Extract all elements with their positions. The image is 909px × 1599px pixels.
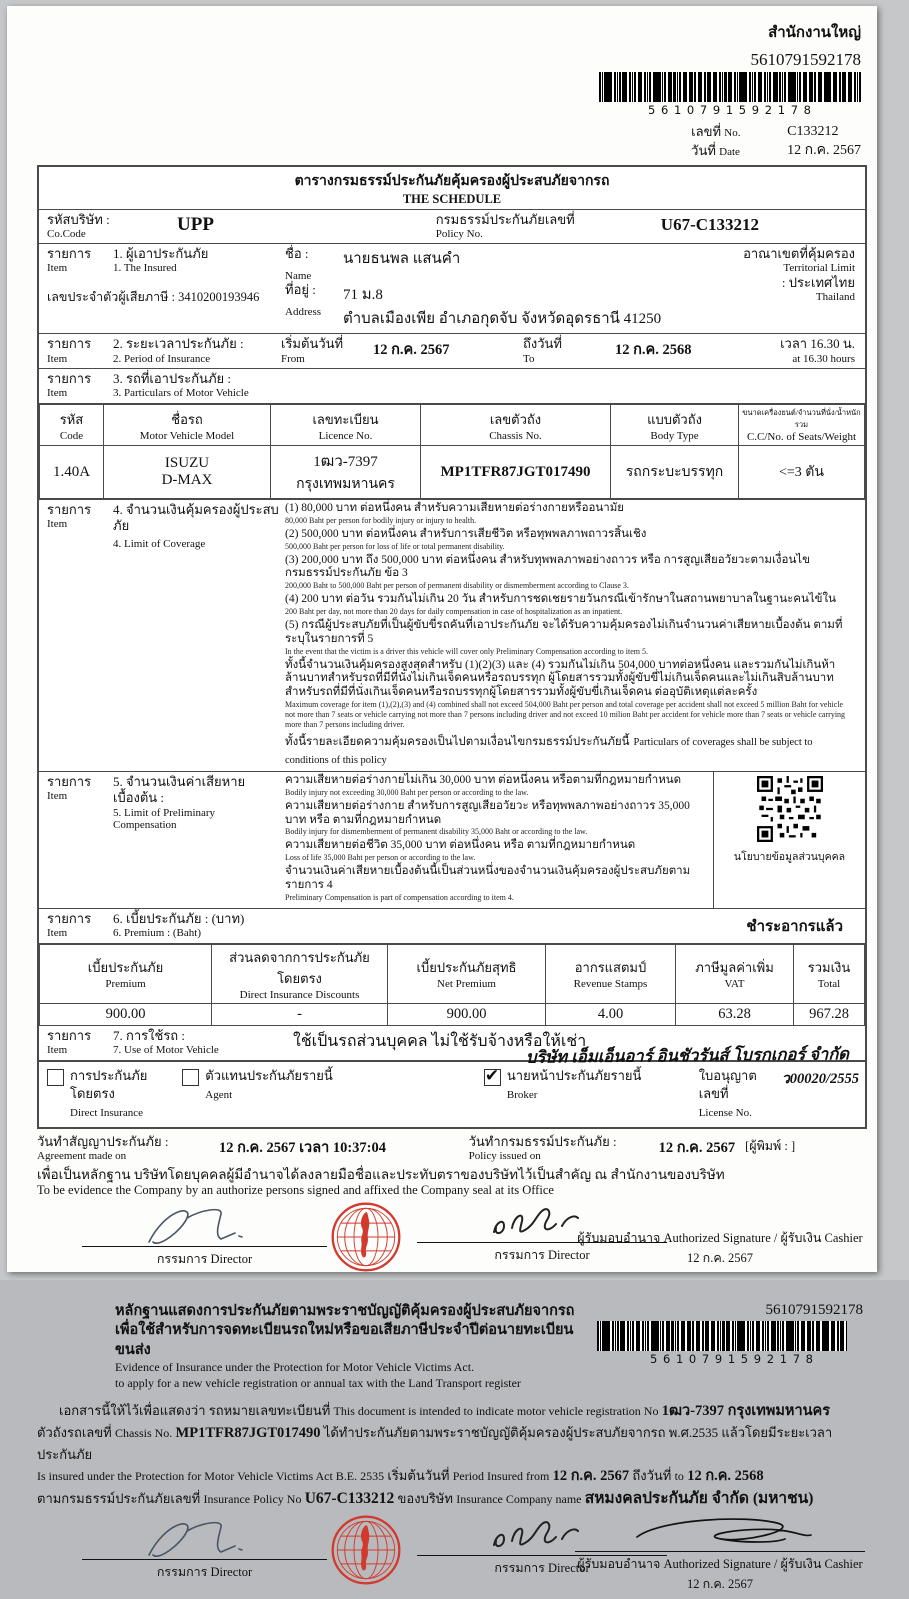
period-from-value: 12 ก.ค. 2567	[373, 342, 450, 359]
lower-heading-en-1: Evidence of Insurance under the Protection for Motor Vehicle Victims Act.	[115, 1360, 475, 1375]
authorized-signature-block-2	[575, 1513, 865, 1594]
revenue-stamps-value: 4.00	[546, 1003, 676, 1025]
veh-col-licence-th: เลขทะเบียน	[312, 411, 379, 427]
qr-code-icon	[757, 776, 823, 842]
item1-insured-row	[39, 243, 865, 334]
prem-col-vat-en: VAT	[724, 978, 745, 991]
schedule-box	[37, 165, 867, 1129]
vehicle-table-row	[40, 446, 865, 499]
veh-col-model-en: Motor Vehicle Model	[139, 429, 235, 442]
p1-th: เอกสารนี้ให้ไว้เพื่อแสดงว่า รถหมายเลขทะเบียนที่	[59, 1402, 331, 1418]
lower-barcode-image	[597, 1321, 847, 1351]
item2-no-th: 2. ระยะเวลาประกันภัย :	[113, 336, 244, 352]
item-label-th: รายการ	[47, 502, 92, 518]
coverage-line-2-en: 500,000 Baht per person for loss of life or total permanent disability.	[285, 541, 505, 551]
name-label-th: ชื่อ :	[285, 245, 309, 261]
veh-col-licence-en: Licence No.	[318, 429, 373, 442]
premium-table-values	[40, 1003, 865, 1025]
evidence-th: เพื่อเป็นหลักฐาน บริษัทโดยบุคคลผู้มีอำนาจได้ลงลายมือชื่อและประทับตราของบริษัทไว้เป็นสำคัญ ณ สำนักงานของบริษัท	[37, 1166, 725, 1182]
prelim-line-3-en: Loss of life 35,000 Baht per person or according to the law.	[285, 853, 476, 863]
printer-label: [ผู้พิมพ์ : ]	[745, 1138, 796, 1153]
license-label-th: ใบอนุญาตเลขที่	[698, 1067, 757, 1101]
broker-label-en: Broker	[506, 1088, 538, 1101]
veh-body-type: รถกระบะบรรทุก	[611, 446, 739, 499]
item-label-en: Item	[47, 790, 68, 803]
evidence-statement	[37, 1167, 871, 1198]
veh-licence-no: 1ฒว-7397	[313, 454, 378, 471]
prelim-line-1-th: ความเสียหายต่อร่างกายไม่เกิน 30,000 บาท ต่อหนึ่งคน หรือตามที่กฎหมายกำหนด	[285, 774, 682, 787]
barcode-digits: 5 6 1 0 7 9 1 5 9 2 1 7 8	[648, 103, 812, 117]
item-label-en: Item	[47, 518, 68, 531]
insurance-company-name: สหมงคลประกันภัย จำกัด (มหาชน)	[584, 1490, 814, 1508]
director-label-2: กรรมการ Director	[494, 1247, 590, 1262]
license-block	[699, 1067, 859, 1121]
authorized-label-1: ผู้รับมอบอำนาจ Authorized Signature / ผู้รับเงิน Cashier	[577, 1230, 863, 1245]
policy-issued-label-en: Policy issued on	[468, 1149, 541, 1162]
company-code-row	[39, 209, 865, 243]
item-label-th: รายการ	[47, 245, 92, 261]
policy-no-value: U67-C133212	[660, 214, 760, 234]
agent-option[interactable]	[182, 1067, 484, 1103]
veh-col-cc-th: ขนาดเครื่องยนต์/จำนวนที่นั่ง/น้ำหนักรวม	[742, 408, 861, 430]
territory-value-th: : ประเทศไทย	[781, 274, 855, 290]
from-label-en: From	[281, 352, 305, 365]
broker-label-th: นายหน้าประกันภัยรายนี้	[506, 1067, 642, 1083]
veh-col-chassis-en: Chassis No.	[489, 429, 542, 442]
signature-row-upper	[37, 1200, 871, 1292]
lower-section-heading	[37, 1302, 867, 1392]
veh-model-line1: ISUZU	[164, 455, 210, 472]
lower-barcode-block	[597, 1302, 867, 1392]
privacy-qr-cell	[713, 772, 865, 908]
coverage-line-3-th: (3) 200,000 บาท ถึง 500,000 บาท ต่อหนึ่งคน สำหรับทุพพลภาพอย่างถาวร หรือ การสูญเสียอวัยวะตามเงื่อนไขกรมธรรม์ประกันภัย ข้อ 3	[285, 553, 810, 580]
prem-col-net-en: Net Premium	[437, 978, 496, 991]
use-of-vehicle-value: ใช้เป็นรถส่วนบุคคล ไม่ใช้รับจ้างหรือให้เช่า	[293, 1032, 587, 1050]
net-premium-value: 900.00	[388, 1003, 546, 1025]
qr-caption: นโยบายข้อมูลส่วนบุคคล	[733, 852, 846, 864]
agreement-made-label-th: วันทำสัญญาประกันภัย :	[37, 1133, 169, 1149]
item7-use-row	[39, 1026, 865, 1067]
distribution-channel-row	[39, 1060, 865, 1127]
check-icon: ✔	[484, 1065, 500, 1086]
coverage-note-th: ทั้งนี้รายละเอียดความคุ้มครองเป็นไปตามเงื่อนไขกรมธรรม์ประกันภัยนี้	[285, 736, 630, 749]
document-date: 12 ก.ค. 2567	[787, 142, 861, 158]
p4-th2: ของบริษัท	[397, 1491, 453, 1507]
p3-th2: ถึงวันที่	[632, 1467, 672, 1483]
item2-period-row	[39, 333, 865, 368]
prem-col-discount-en: Direct Insurance Discounts	[239, 988, 360, 1001]
veh-col-cc-en: C.C/No. of Seats/Weight	[746, 431, 857, 444]
prem-col-premium-en: Premium	[105, 978, 146, 991]
coverage-line-5-en: In the event that the victim is a driver this vehicle will cover only Preliminary Compensation according to item 5.	[285, 646, 649, 656]
tax-id-label: เลขประจำตัวผู้เสียภาษี :	[47, 289, 175, 304]
p4-th: ตามกรมธรรม์ประกันภัยเลขที่	[37, 1491, 201, 1507]
prem-col-stamps-th: อากรแสตมป์	[574, 960, 647, 976]
signature-scribble-icon	[135, 1515, 275, 1559]
period-from: 12 ก.ค. 2567	[552, 1467, 630, 1484]
premium-table-wrap	[39, 943, 865, 1026]
coverage-line-2-th: (2) 500,000 บาท ต่อหนึ่งคน สำหรับการเสียชีวิต หรือทุพพลภาพถาวรสิ้นเชิง	[285, 527, 647, 540]
lower-heading-th-1: หลักฐานแสดงการประกันภัยตามพระราชบัญญัติคุ้มครองผู้ประสบภัยจากรถ	[115, 1302, 575, 1319]
territory-label-en: Territorial Limit	[783, 261, 855, 274]
territory-value-en: Thailand	[815, 290, 855, 303]
lower-barcode-digits: 5 6 1 0 7 9 1 5 9 2 1 7 8	[650, 1351, 814, 1366]
policy-issued-label-th: วันทำกรมธรรม์ประกันภัย :	[468, 1133, 617, 1149]
item-label-th: รายการ	[47, 371, 92, 387]
schedule-title-th: ตารางกรมธรรม์ประกันภัยคุ้มครองผู้ประสบภัยจากรถ	[294, 173, 610, 189]
prem-col-stamps-en: Revenue Stamps	[573, 978, 648, 991]
schedule-title-row	[39, 167, 865, 209]
veh-model-line2: D-MAX	[161, 472, 213, 489]
company-seal-icon	[329, 1200, 403, 1279]
period-to: 12 ก.ค. 2568	[687, 1467, 764, 1484]
coverage-max-en: Maximum coverage for item (1),(2),(3) and (4) combined shall not exceed 504,000 Baht per person and total coverage per accident shall not exceed 5 million Baht for vehicle not more than 7 seats or vehicle carrying not more than 7 persons including driver and not exceed 10 milion Baht per accident for vehicle more than 7 seats or vehicle carrying more than 7 persons including driver.	[285, 700, 846, 730]
veh-col-chassis-th: เลขตัวถัง	[489, 411, 542, 427]
veh-licence	[271, 446, 421, 499]
veh-col-code-en: Code	[59, 429, 84, 442]
name-label-en: Name	[285, 269, 312, 282]
policy-no-lower: U67-C133212	[304, 1490, 395, 1508]
p3-en3: to	[674, 1468, 684, 1483]
agreement-made-value: 12 ก.ค. 2567 เวลา 10:37:04	[219, 1139, 387, 1156]
company-code-value: UPP	[177, 213, 214, 235]
p3-en: Is insured under the Protection for Motor Vehicle Victims Act B.E. 2535	[37, 1468, 385, 1483]
item-label-en: Item	[47, 1043, 68, 1056]
veh-model	[104, 446, 271, 499]
lower-heading-en-2: to apply for a new vehicle registration or annual tax with the Land Transport register	[115, 1376, 521, 1391]
authorized-label-2: ผู้รับมอบอำนาจ Authorized Signature / ผู้รับเงิน Cashier	[577, 1557, 863, 1572]
p1-en: This document is intended to indicate motor vehicle registration No	[333, 1403, 659, 1418]
policy-issued-value: 12 ก.ค. 2567	[658, 1139, 736, 1156]
office-label: สำนักงานใหญ่	[768, 25, 861, 41]
lower-serial: 5610791592178	[765, 1301, 863, 1318]
item-label-th: รายการ	[47, 910, 92, 926]
prem-col-vat-th: ภาษีมูลค่าเพิ่ม	[695, 960, 774, 976]
prem-col-discount-th: ส่วนลดจากการประกันภัยโดยตรง	[229, 949, 370, 986]
p3-en2: Period Insured from	[452, 1468, 550, 1483]
to-label-en: To	[523, 352, 535, 365]
item-label-en: Item	[47, 261, 68, 274]
direct-insurance-option[interactable]	[47, 1067, 182, 1121]
p4-en: Insurance Policy No	[203, 1492, 302, 1507]
item-label-th: รายการ	[47, 336, 92, 352]
barcode-image	[599, 72, 861, 102]
director-label-4: กรรมการ Director	[494, 1561, 590, 1576]
director-signature-3	[82, 1515, 327, 1582]
chassis-no-value: MP1TFR87JGT017490	[175, 1425, 321, 1442]
premium-table	[39, 944, 865, 1026]
no-label-th: เลขที่	[691, 124, 722, 139]
address-label-en: Address	[285, 306, 322, 319]
date-label-en: Date	[719, 145, 740, 158]
to-label-th: ถึงวันที่	[523, 336, 562, 352]
prem-col-net-th: เบี้ยประกันภัยสุทธิ	[416, 960, 517, 976]
coverage-line-5-th: (5) กรณีผู้ประสบภัยที่เป็นผู้ขับขี่รถคันที่เอาประกันภัย จะได้รับความคุ้มครองไม่เกินจำนวนค่าเสียหายเบื้องต้น ตามที่ระบุในรายการที่ 5	[285, 619, 843, 645]
p4-en2: Insurance Company name	[456, 1492, 582, 1507]
item5-no-en: 5. Limit of Preliminary Compensation	[113, 806, 216, 832]
license-number: ว00020/2555	[781, 1070, 860, 1087]
evidence-en: To be evidence the Company by an authorize persons signed and affixed the Company seal at its Office	[37, 1183, 554, 1198]
item3-no-en: 3. Particulars of Motor Vehicle	[113, 387, 249, 400]
registration-no-value: 1ฒว-7397 กรุงเทพมหานคร	[661, 1402, 831, 1419]
vehicle-table-header	[40, 405, 865, 446]
veh-col-code-th: รหัส	[59, 411, 84, 427]
p2-th2: ได้ทำประกันภัยตามพระราชบัญญัติคุ้มครองผู้ประสบภัยจากรถ พ.ศ.2535 แล้วโดยมีระยะเวลาประกันภัย	[37, 1425, 833, 1462]
discount-value: -	[212, 1003, 388, 1025]
document-header	[37, 20, 871, 161]
schedule-title-en: THE SCHEDULE	[402, 191, 502, 206]
item-label-en: Item	[47, 927, 68, 940]
date-label-th: วันที่	[691, 142, 716, 158]
authorized-date-1: 12 ก.ค. 2567	[687, 1250, 753, 1265]
license-label-en: License No.	[698, 1106, 752, 1119]
coverage-line-1-th: (1) 80,000 บาท ต่อหนึ่งคน สำหรับความเสียหายต่อร่างกายหรืออนามัย	[285, 502, 625, 515]
agent-label-en: Agent	[205, 1088, 233, 1101]
prem-col-total-th: รวมเงิน	[807, 960, 851, 976]
agent-checkbox[interactable]	[182, 1069, 199, 1086]
address-label-th: ที่อยู่ :	[285, 282, 316, 298]
direct-insurance-label-en: Direct Insurance	[70, 1106, 143, 1119]
coverage-note-en: Particulars of coverages shall be subject to conditions of this policy	[285, 737, 813, 767]
serial-number: 5610791592178	[750, 50, 861, 69]
vehicle-table-wrap	[39, 403, 865, 499]
tax-id-value: 3410200193946	[178, 289, 260, 304]
time-th: เวลา 16.30 น.	[780, 336, 855, 352]
company-seal-icon-2	[329, 1513, 403, 1592]
authorized-date-2: 12 ก.ค. 2567	[687, 1577, 753, 1592]
item5-preliminary-row	[39, 771, 865, 908]
veh-seats-weight: <=3 ตัน	[739, 446, 865, 499]
director-signature-1	[82, 1202, 327, 1269]
item-label-en: Item	[47, 387, 68, 400]
veh-col-body-en: Body Type	[650, 429, 699, 442]
cocode-label-en: Co.Code	[47, 228, 86, 241]
item-label-th: รายการ	[47, 1027, 92, 1043]
cocode-label-th: รหัสบริษัท :	[47, 211, 110, 227]
coverage-line-1-en: 80,000 Baht per person for bodily injury or injury to health.	[285, 515, 477, 525]
item3-vehicle-row	[39, 368, 865, 403]
director-label-1: กรรมการ Director	[156, 1251, 253, 1266]
no-label-en: No.	[724, 127, 741, 139]
item6-premium-label-row	[39, 908, 865, 943]
item4-no-th: 4. จำนวนเงินคุ้มครองผู้ประสบภัย	[113, 502, 279, 534]
lower-heading-th-2: เพื่อใช้สำหรับการจดทะเบียนรถใหม่หรือขอเสียภาษีประจำปีต่อนายทะเบียนขนส่ง	[115, 1322, 574, 1358]
item-label-en: Item	[47, 352, 68, 365]
coverage-line-4-en: 200 Baht per day, not more than 20 days for daily compensation in case of hospitalization as an inpatient.	[285, 607, 623, 617]
p2-en: Chassis No.	[114, 1426, 173, 1441]
policy-no-label-en: Policy No.	[435, 228, 483, 241]
coverage-max-th: ทั้งนี้จำนวนเงินคุ้มครองสูงสุดสำหรับ (1)(2)(3) และ (4) รวมกันไม่เกิน 504,000 บาทต่อหนึ่งคน และรวมกันไม่เกินห้าล้านบาทสำหรับรถที่มีที่นั่งไม่เกินเจ็ดคนหรือรถบรรทุก ผู้โดยสารรวมทั้งผู้ขับขี่ไม่เกินเจ็ดคนและไม่เกินสิบล้านบาทสำหรับรถที่มีที่นั่งเกินเจ็ดคนหรือรถบรรทุกผู้โดยสารรวมทั้งผู้ขับขี่เกินเจ็ดคน ต่ออุบัติเหตุแต่ละครั้ง	[285, 658, 836, 699]
prelim-line-1-en: Bodily injury not exceeding 30,000 Baht per person or according to the law.	[285, 787, 529, 797]
item3-no-th: 3. รถที่เอาประกันภัย :	[113, 371, 231, 387]
broker-company-handwriting: บริษัท เอ็มเอ็นอาร์ อินชัวรันส์ โบรกเกอร์ จำกัด	[525, 1043, 850, 1067]
broker-option[interactable]	[484, 1067, 699, 1103]
agent-label-th: ตัวแทนประกันภัยรายนี้	[205, 1067, 333, 1083]
item4-no-en: 4. Limit of Coverage	[113, 537, 206, 550]
period-to-value: 12 ก.ค. 2568	[615, 342, 692, 359]
agreement-dates-row	[37, 1134, 867, 1163]
signature-scribble-icon	[135, 1202, 275, 1246]
coverage-line-4-th: (4) 200 บาท ต่อวัน รวมกันไม่เกิน 20 วัน สำหรับการชดเชยรายวันกรณีเข้ารักษาในสถานพยาบาลในฐานะคนไข้ใน	[285, 593, 836, 606]
lower-paragraph	[37, 1400, 865, 1512]
barcode-block	[599, 72, 861, 117]
broker-checkbox[interactable]	[484, 1065, 501, 1086]
veh-licence-province: กรุงเทพมหานคร	[296, 477, 395, 493]
time-en: at 16.30 hours	[792, 352, 855, 365]
p3-th: เริ่มต้นวันที่	[387, 1467, 450, 1483]
direct-insurance-label-th: การประกันภัยโดยตรง	[70, 1067, 148, 1101]
premium-table-header	[40, 944, 865, 1003]
document-number: C133212	[787, 124, 839, 139]
authorized-signature-block-1	[575, 1228, 865, 1268]
vat-value: 63.28	[676, 1003, 794, 1025]
veh-code: 1.40A	[40, 446, 104, 499]
prelim-line-2-th: ความเสียหายต่อร่างกาย สำหรับการสูญเสียอวัยวะ หรือทุพพลภาพอย่างถาวร 35,000 บาท หรือ ตามที่กฎหมายกำหนด	[285, 799, 690, 826]
item1-no-th: 1. ผู้เอาประกันภัย	[113, 245, 209, 261]
item6-no-en: 6. Premium : (Baht)	[113, 927, 201, 940]
agreement-made-label-en: Agreement made on	[37, 1149, 127, 1162]
item7-no-en: 7. Use of Motor Vehicle	[113, 1043, 219, 1056]
prelim-line-3-th: ความเสียหายต่อชีวิต 35,000 บาท ต่อหนึ่งคน หรือ ตามที่กฎหมายกำหนด	[285, 839, 636, 852]
item5-no-th: 5. จำนวนเงินค่าเสียหายเบื้องต้น :	[113, 774, 246, 806]
policy-document	[7, 6, 877, 1592]
vehicle-table	[39, 404, 865, 499]
item-label-th: รายการ	[47, 774, 92, 790]
prelim-line-4-th: จำนวนเงินค่าเสียหายเบื้องต้นนี้เป็นส่วนหนึ่งของจำนวนเงินคุ้มครองผู้ประสบภัยตามรายการ 4	[285, 865, 691, 892]
policy-no-label-th: กรมธรรม์ประกันภัยเลขที่	[435, 211, 575, 227]
direct-insurance-checkbox[interactable]	[47, 1069, 64, 1086]
veh-chassis: MP1TFR87JGT017490	[421, 446, 611, 499]
from-label-th: เริ่มต้นวันที่	[281, 336, 344, 352]
veh-col-model-th: ชื่อรถ	[171, 411, 203, 427]
stamp-duty-paid: ชำระอากรแล้ว	[746, 918, 843, 935]
territory-label-th: อาณาเขตที่คุ้มครอง	[743, 245, 855, 261]
insured-address-1: 71 ม.8	[343, 287, 383, 304]
item7-no-th: 7. การใช้รถ :	[113, 1027, 186, 1043]
prelim-line-2-en: Bodily injury for dismemberment of permanent disability 35,000 Baht or according to the law.	[285, 827, 588, 837]
prelim-line-4-en: Preliminary Compensation is part of compensation according to item 4.	[285, 892, 514, 902]
insured-name: นายธนพล แสนคำ	[343, 250, 461, 267]
item2-no-en: 2. Period of Insurance	[113, 352, 211, 365]
p2-th: ตัวถังรถเลขที่	[37, 1425, 112, 1441]
coverage-line-3-en: 200,000 Baht to 500,000 Baht per person of permanent disability or dismemberment according to Clause 3.	[285, 581, 629, 591]
total-value: 967.28	[794, 1003, 865, 1025]
item1-no-en: 1. The Insured	[113, 261, 177, 274]
number-date-block	[691, 123, 861, 161]
signature-row-lower	[37, 1513, 871, 1599]
prem-col-premium-th: เบี้ยประกันภัย	[87, 960, 164, 976]
item6-no-th: 6. เบี้ยประกันภัย : (บาท)	[113, 910, 245, 926]
veh-col-body-th: แบบตัวถัง	[647, 411, 702, 427]
prem-col-total-en: Total	[817, 978, 841, 991]
item4-coverage-row	[39, 499, 865, 771]
director-label-3: กรรมการ Director	[156, 1565, 253, 1580]
insured-address-2: ตำบลเมืองเพีย อำเภอกุดจับ จังหวัดอุดรธานี 41250	[343, 311, 662, 328]
cashier-signature-icon	[625, 1513, 815, 1547]
premium-value: 900.00	[40, 1003, 212, 1025]
